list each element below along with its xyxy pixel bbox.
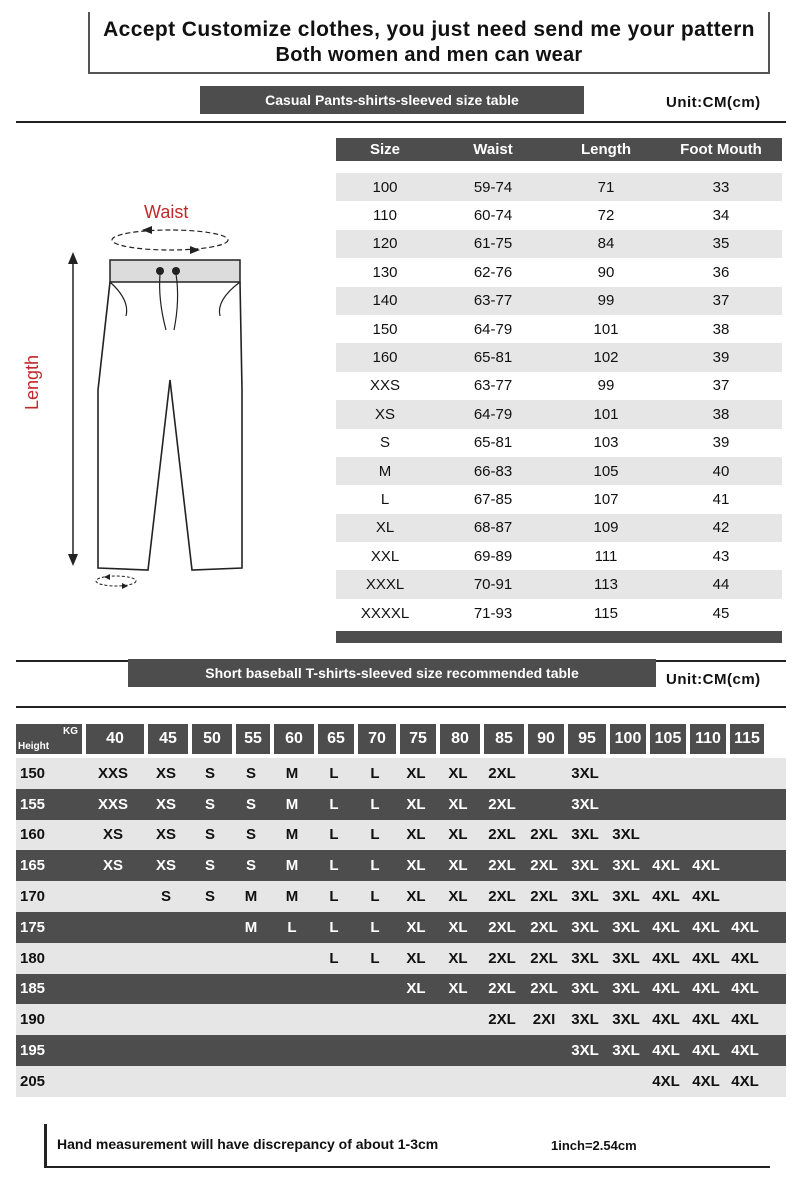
cell-size: 150 bbox=[372, 320, 398, 338]
table-row bbox=[16, 789, 786, 820]
cell-waist: 64-79 bbox=[473, 320, 513, 338]
size-cell: L bbox=[329, 795, 339, 813]
section1-unit: Unit:CM(cm) bbox=[666, 94, 761, 111]
cell-waist: 60-74 bbox=[473, 207, 513, 225]
size-cell: 2XL bbox=[530, 980, 558, 998]
cell-waist: 66-83 bbox=[473, 462, 513, 480]
size-cell: L bbox=[329, 857, 339, 875]
corner-height-label: Height bbox=[18, 741, 50, 752]
size-cell: 3XL bbox=[612, 949, 640, 967]
pants-size-table bbox=[336, 138, 782, 643]
size-cell: 4XL bbox=[692, 1042, 720, 1060]
size-cell: XL bbox=[406, 795, 426, 813]
cell-foot-mouth: 39 bbox=[712, 434, 730, 452]
cell-size: L bbox=[380, 490, 390, 508]
size-cell: 2XL bbox=[488, 795, 516, 813]
table-row bbox=[336, 372, 782, 400]
cell-length: 99 bbox=[597, 377, 615, 395]
cell-size: XXS bbox=[369, 377, 400, 395]
table-row bbox=[16, 758, 786, 789]
size-cell: 3XL bbox=[571, 888, 599, 906]
col-size-header: Size bbox=[369, 141, 400, 158]
table-row bbox=[336, 173, 782, 201]
cell-waist: 69-89 bbox=[473, 547, 513, 565]
size-cell: 4XL bbox=[652, 949, 680, 967]
size-cell: S bbox=[245, 826, 256, 844]
size-cell: 4XL bbox=[652, 1072, 680, 1090]
measurement-note bbox=[44, 1124, 770, 1168]
table-row bbox=[336, 258, 782, 286]
waist-label: Waist bbox=[144, 202, 189, 222]
size-cell: 4XL bbox=[692, 918, 720, 936]
table-body bbox=[16, 758, 786, 1097]
size-cell: XL bbox=[448, 980, 468, 998]
table-row bbox=[336, 599, 782, 627]
size-cell: 3XL bbox=[612, 980, 640, 998]
size-cell: 3XL bbox=[571, 949, 599, 967]
cell-size: 140 bbox=[372, 292, 398, 310]
size-cell: 2XL bbox=[488, 857, 516, 875]
cell-waist: 64-79 bbox=[473, 405, 513, 423]
corner-kg-label: KG bbox=[63, 726, 78, 737]
kg-header-cell: 75 bbox=[400, 724, 436, 754]
size-cell: 2XI bbox=[532, 1011, 556, 1029]
table-body bbox=[336, 173, 782, 627]
size-cell: XS bbox=[155, 795, 176, 813]
size-cell: 2XL bbox=[488, 764, 516, 782]
col-length-header: Length bbox=[581, 141, 631, 158]
size-cell: XL bbox=[448, 949, 468, 967]
table-row bbox=[16, 1066, 786, 1097]
size-cell: L bbox=[370, 826, 380, 844]
size-cell: M bbox=[285, 888, 299, 906]
tshirt-size-table bbox=[16, 724, 786, 1097]
height-cell: 190 bbox=[20, 1011, 46, 1029]
size-cell: 2XL bbox=[488, 1011, 516, 1029]
cell-foot-mouth: 41 bbox=[712, 490, 730, 508]
cell-length: 113 bbox=[594, 576, 618, 594]
header-banner bbox=[88, 12, 770, 74]
size-cell: 3XL bbox=[571, 918, 599, 936]
size-cell: 2XL bbox=[488, 826, 516, 844]
size-cell: 2XL bbox=[488, 888, 516, 906]
section2-title: Short baseball T-shirts-sleeved size recommended table bbox=[128, 659, 656, 687]
size-cell: S bbox=[204, 826, 215, 844]
size-cell: 4XL bbox=[652, 857, 680, 875]
table-row bbox=[336, 230, 782, 258]
size-cell: S bbox=[204, 795, 215, 813]
table-row bbox=[336, 542, 782, 570]
kg-header-cell: 45 bbox=[148, 724, 188, 754]
size-cell: L bbox=[370, 764, 380, 782]
size-cell: 4XL bbox=[731, 918, 759, 936]
cell-length: 103 bbox=[593, 434, 619, 452]
cell-foot-mouth: 44 bbox=[712, 576, 730, 594]
size-cell: L bbox=[329, 888, 339, 906]
height-cell: 185 bbox=[20, 980, 46, 998]
size-cell: 4XL bbox=[731, 1011, 759, 1029]
size-cell: XL bbox=[406, 918, 426, 936]
table-row bbox=[16, 912, 786, 943]
cell-length: 111 bbox=[594, 547, 618, 565]
kg-header-cell: 105 bbox=[650, 724, 686, 754]
cell-foot-mouth: 40 bbox=[712, 462, 730, 480]
cell-foot-mouth: 34 bbox=[712, 207, 730, 225]
table-row bbox=[336, 400, 782, 428]
section2-underline bbox=[16, 706, 786, 708]
size-cell: S bbox=[204, 888, 215, 906]
size-cell: XXS bbox=[97, 764, 128, 782]
size-cell: 4XL bbox=[692, 1011, 720, 1029]
size-cell: 4XL bbox=[692, 1072, 720, 1090]
size-cell: 3XL bbox=[612, 918, 640, 936]
size-cell: 4XL bbox=[731, 1042, 759, 1060]
table-row bbox=[336, 343, 782, 371]
size-cell: XS bbox=[155, 764, 176, 782]
size-cell: 3XL bbox=[612, 826, 640, 844]
size-cell: XL bbox=[406, 857, 426, 875]
size-cell: 2XL bbox=[488, 949, 516, 967]
height-cell: 195 bbox=[20, 1042, 46, 1060]
cell-size: 100 bbox=[372, 178, 398, 196]
height-cell: 160 bbox=[20, 826, 46, 844]
section1-title: Casual Pants-shirts-sleeved size table bbox=[200, 86, 584, 114]
cell-waist: 68-87 bbox=[473, 519, 513, 537]
table-row bbox=[16, 1004, 786, 1035]
cell-length: 101 bbox=[593, 405, 619, 423]
size-cell: 2XL bbox=[488, 918, 516, 936]
size-cell: XL bbox=[406, 980, 426, 998]
size-cell: XL bbox=[406, 764, 426, 782]
size-cell: 3XL bbox=[571, 1011, 599, 1029]
table-row bbox=[16, 974, 786, 1005]
size-cell: 3XL bbox=[571, 795, 599, 813]
cell-length: 90 bbox=[597, 263, 615, 281]
kg-header-cell: 110 bbox=[690, 724, 726, 754]
col-waist-header: Waist bbox=[473, 141, 513, 158]
size-cell: XL bbox=[448, 888, 468, 906]
size-cell: XL bbox=[448, 826, 468, 844]
size-cell: L bbox=[370, 795, 380, 813]
cell-length: 71 bbox=[597, 178, 615, 196]
table-row bbox=[336, 514, 782, 542]
size-cell: L bbox=[370, 949, 380, 967]
size-cell: 2XL bbox=[488, 980, 516, 998]
cell-waist: 67-85 bbox=[473, 490, 513, 508]
height-cell: 205 bbox=[20, 1072, 46, 1090]
size-cell: 4XL bbox=[652, 918, 680, 936]
cell-foot-mouth: 45 bbox=[712, 604, 730, 622]
cell-size: M bbox=[378, 462, 392, 480]
kg-header-cell: 100 bbox=[610, 724, 646, 754]
size-cell: 4XL bbox=[652, 980, 680, 998]
size-cell: S bbox=[204, 764, 215, 782]
cell-size: S bbox=[379, 434, 390, 452]
height-cell: 170 bbox=[20, 888, 46, 906]
cell-size: 120 bbox=[372, 235, 398, 253]
size-cell: XS bbox=[102, 826, 123, 844]
size-cell: L bbox=[370, 918, 380, 936]
kg-header-cell: 95 bbox=[568, 724, 606, 754]
size-cell: M bbox=[285, 826, 299, 844]
size-cell: L bbox=[329, 826, 339, 844]
cell-foot-mouth: 42 bbox=[712, 519, 730, 537]
cell-length: 115 bbox=[594, 604, 618, 622]
size-cell: S bbox=[245, 764, 256, 782]
size-cell: XL bbox=[406, 888, 426, 906]
kg-header-cell: 40 bbox=[86, 724, 144, 754]
pants-illustration bbox=[22, 190, 270, 605]
size-cell: 4XL bbox=[652, 888, 680, 906]
table-row bbox=[336, 457, 782, 485]
cell-waist: 65-81 bbox=[473, 349, 513, 367]
size-cell: 3XL bbox=[571, 857, 599, 875]
table-header bbox=[336, 138, 782, 161]
size-cell: XXS bbox=[97, 795, 128, 813]
size-cell: 4XL bbox=[652, 1011, 680, 1029]
cell-foot-mouth: 39 bbox=[712, 349, 730, 367]
size-cell: XL bbox=[448, 764, 468, 782]
cell-length: 84 bbox=[597, 235, 615, 253]
note-text: Hand measurement will have discrepancy of about 1-3cm bbox=[57, 1136, 439, 1152]
size-cell: L bbox=[329, 764, 339, 782]
cell-length: 72 bbox=[597, 207, 615, 225]
size-cell: L bbox=[329, 949, 339, 967]
table-row bbox=[16, 943, 786, 974]
size-cell: 3XL bbox=[612, 888, 640, 906]
size-cell: 3XL bbox=[612, 1042, 640, 1060]
kg-header-cell: 65 bbox=[318, 724, 354, 754]
header-gap bbox=[336, 161, 782, 173]
height-cell: 150 bbox=[20, 764, 46, 782]
kg-header-cell: 55 bbox=[236, 724, 270, 754]
size-cell: M bbox=[244, 918, 258, 936]
size-cell: 3XL bbox=[571, 764, 599, 782]
cell-waist: 63-77 bbox=[473, 292, 513, 310]
size-cell: 4XL bbox=[692, 857, 720, 875]
banner-line-2: Both women and men can wear bbox=[275, 44, 583, 66]
kg-header-cell: 80 bbox=[440, 724, 480, 754]
size-cell: 4XL bbox=[731, 980, 759, 998]
table-row bbox=[336, 315, 782, 343]
size-cell: S bbox=[245, 795, 256, 813]
cell-length: 99 bbox=[597, 292, 615, 310]
table-footer-bar bbox=[336, 631, 782, 643]
size-cell: XS bbox=[155, 826, 176, 844]
cell-foot-mouth: 38 bbox=[712, 405, 730, 423]
cell-waist: 62-76 bbox=[473, 263, 513, 281]
size-cell: 4XL bbox=[731, 949, 759, 967]
size-cell: XL bbox=[448, 795, 468, 813]
banner-line-1: Accept Customize clothes, you just need send me your pattern bbox=[103, 18, 755, 41]
cell-foot-mouth: 38 bbox=[712, 320, 730, 338]
cell-length: 107 bbox=[593, 490, 619, 508]
length-label: Length bbox=[22, 354, 42, 410]
size-cell: S bbox=[204, 857, 215, 875]
col-foot-mouth-header: Foot Mouth bbox=[680, 141, 762, 158]
size-cell: 2XL bbox=[530, 857, 558, 875]
size-cell: XL bbox=[448, 918, 468, 936]
table-row bbox=[16, 881, 786, 912]
cell-waist: 65-81 bbox=[473, 434, 513, 452]
size-cell: M bbox=[285, 857, 299, 875]
size-cell: M bbox=[285, 764, 299, 782]
cell-length: 101 bbox=[593, 320, 619, 338]
table-row bbox=[336, 201, 782, 229]
size-cell: 3XL bbox=[571, 1042, 599, 1060]
size-cell: XL bbox=[406, 949, 426, 967]
cell-size: 160 bbox=[372, 349, 398, 367]
cell-length: 102 bbox=[593, 349, 619, 367]
cell-size: 130 bbox=[372, 263, 398, 281]
size-cell: XL bbox=[406, 826, 426, 844]
cell-size: XL bbox=[375, 519, 395, 537]
table-row bbox=[16, 850, 786, 881]
size-cell: XS bbox=[155, 857, 176, 875]
cell-foot-mouth: 35 bbox=[712, 235, 730, 253]
cell-foot-mouth: 37 bbox=[712, 377, 730, 395]
inch-conversion: 1inch=2.54cm bbox=[551, 1138, 637, 1153]
size-cell: 4XL bbox=[692, 980, 720, 998]
size-cell: M bbox=[285, 795, 299, 813]
kg-header-cell: 50 bbox=[192, 724, 232, 754]
size-cell: L bbox=[287, 918, 297, 936]
cell-size: XXL bbox=[370, 547, 400, 565]
cell-waist: 63-77 bbox=[473, 377, 513, 395]
size-cell: 2XL bbox=[530, 888, 558, 906]
size-cell: M bbox=[244, 888, 258, 906]
size-cell: 4XL bbox=[652, 1042, 680, 1060]
size-cell: 3XL bbox=[571, 980, 599, 998]
height-cell: 155 bbox=[20, 795, 46, 813]
cell-foot-mouth: 36 bbox=[712, 263, 730, 281]
size-cell: L bbox=[370, 857, 380, 875]
kg-header-cell: 60 bbox=[274, 724, 314, 754]
size-cell: 4XL bbox=[692, 888, 720, 906]
table-row bbox=[336, 429, 782, 457]
size-cell: L bbox=[370, 888, 380, 906]
table-row bbox=[336, 570, 782, 598]
cell-waist: 59-74 bbox=[473, 178, 513, 196]
size-cell: 4XL bbox=[692, 949, 720, 967]
kg-header-cell: 90 bbox=[528, 724, 564, 754]
cell-size: XS bbox=[374, 405, 395, 423]
table-row bbox=[16, 820, 786, 851]
size-cell: S bbox=[160, 888, 171, 906]
size-cell: 3XL bbox=[612, 1011, 640, 1029]
cell-foot-mouth: 33 bbox=[712, 178, 730, 196]
kg-header-cell: 115 bbox=[730, 724, 764, 754]
section2-unit: Unit:CM(cm) bbox=[666, 671, 761, 688]
cell-size: XXXL bbox=[365, 576, 405, 594]
cell-length: 109 bbox=[593, 519, 619, 537]
corner-cell bbox=[16, 724, 82, 754]
cell-size: XXXXL bbox=[360, 604, 410, 622]
size-cell: S bbox=[245, 857, 256, 875]
table-row bbox=[336, 485, 782, 513]
size-cell: 2XL bbox=[530, 826, 558, 844]
height-cell: 180 bbox=[20, 949, 46, 967]
cell-waist: 61-75 bbox=[473, 235, 513, 253]
cell-length: 105 bbox=[593, 462, 619, 480]
cell-waist: 70-91 bbox=[473, 576, 513, 594]
size-cell: 3XL bbox=[571, 826, 599, 844]
table-row bbox=[336, 287, 782, 315]
size-cell: 3XL bbox=[612, 857, 640, 875]
size-cell: 2XL bbox=[530, 949, 558, 967]
kg-header-cell: 70 bbox=[358, 724, 396, 754]
size-cell: XL bbox=[448, 857, 468, 875]
section1-divider bbox=[16, 121, 786, 123]
cell-foot-mouth: 37 bbox=[712, 292, 730, 310]
kg-header-cell: 85 bbox=[484, 724, 524, 754]
cell-size: 110 bbox=[373, 207, 397, 225]
height-cell: 165 bbox=[20, 857, 46, 875]
table-row bbox=[16, 1035, 786, 1066]
size-cell: XS bbox=[102, 857, 123, 875]
size-cell: 4XL bbox=[731, 1072, 759, 1090]
size-cell: L bbox=[329, 918, 339, 936]
pants-drawing bbox=[30, 190, 270, 600]
kg-header-row bbox=[16, 724, 786, 754]
cell-foot-mouth: 43 bbox=[712, 547, 730, 565]
size-cell: 2XL bbox=[530, 918, 558, 936]
height-cell: 175 bbox=[20, 918, 46, 936]
cell-waist: 71-93 bbox=[473, 604, 513, 622]
